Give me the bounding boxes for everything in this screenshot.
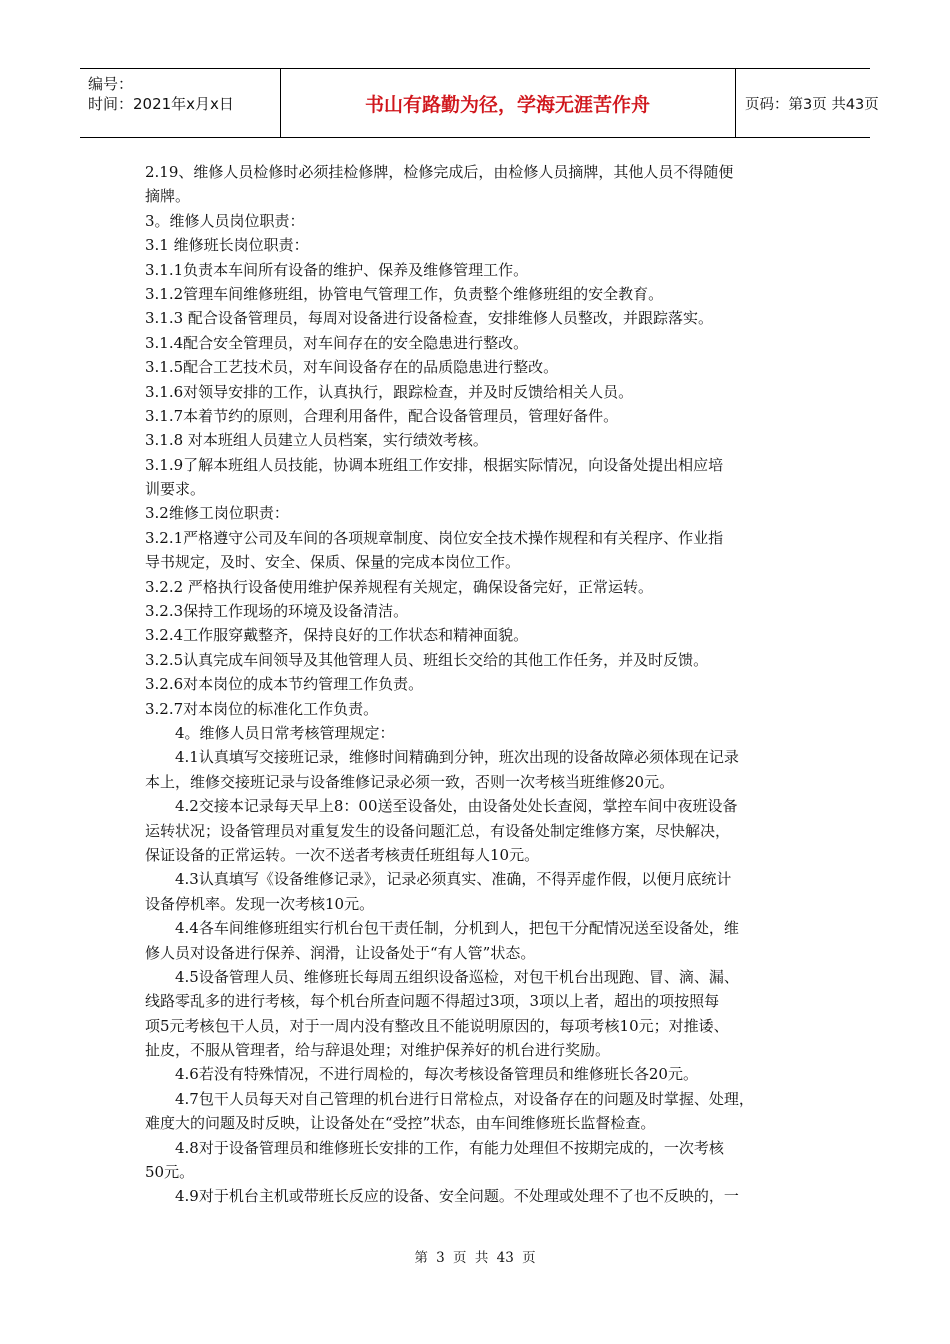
subsection-heading: 3.2维修工岗位职责： [145, 504, 289, 523]
section-heading: 4。维修人员日常考核管理规定： [175, 723, 395, 742]
text-line: 难度大的问题及时反映，让设备处在“受控”状态，由车间维修班长监督检查。 [145, 1114, 656, 1133]
subsection-heading: 3.1 维修班长岗位职责： [145, 236, 309, 255]
document-number-label: 编号： [88, 75, 134, 93]
text-line: 本上，维修交接班记录与设备维修记录必须一致，否则一次考核当班维修20元。 [145, 772, 675, 791]
header-motto: 书山有路勤为径，学海无涯苦作舟 [280, 69, 736, 137]
text-line: 3.2.1严格遵守公司及车间的各项规章制度、岗位安全技术操作规程和有关程序、作业指 [145, 528, 724, 547]
text-line: 2.19、维修人员检修时必须挂检修牌，检修完成后，由检修人员摘牌，其他人员不得随便 [145, 163, 734, 181]
text-line: 修人员对设备进行保养、润滑，让设备处于“有人管”状态。 [145, 943, 536, 962]
text-line: 4.3认真填写《设备维修记录》，记录必须真实、准确，不得弄虚作假，以便月底统计 [175, 870, 732, 889]
section-heading: 3。维修人员岗位职责： [145, 211, 305, 230]
text-line: 3.1.2管理车间维修班组，协管电气管理工作，负责整个维修班组的安全教育。 [145, 284, 664, 303]
text-line: 3.2.4工作服穿戴整齐，保持良好的工作状态和精神面貌。 [145, 626, 529, 645]
text-line: 3.1.5配合工艺技术员，对车间设备存在的品质隐患进行整改。 [145, 358, 559, 377]
text-line: 运转状况；设备管理员对重复发生的设备问题汇总，有设备处制定维修方案，尽快解决， [145, 821, 731, 840]
text-line: 4.2交接本记录每天早上8：00送至设备处，由设备处处长查阅，掌控车间中夜班设备 [175, 797, 738, 816]
document-time-label: 时间：2021年x月x日 [88, 95, 234, 113]
text-line: 4.8对于设备管理员和维修班长安排的工作，有能力处理但不按期完成的，一次考核 [175, 1138, 724, 1157]
text-line: 3.1.6对领导安排的工作，认真执行，跟踪检查，并及时反馈给相关人员。 [145, 382, 634, 401]
text-line: 扯皮，不服从管理者，给与辞退处理；对维护保养好的机台进行奖励。 [145, 1041, 611, 1060]
text-line: 3.1.3 配合设备管理员，每周对设备进行设备检查，安排维修人员整改，并跟踪落实。 [145, 309, 713, 328]
text-line: 4.1认真填写交接班记录，维修时间精确到分钟，班次出现的设备故障必须体现在记录 [175, 748, 739, 767]
document-body [145, 160, 810, 1209]
text-line: 设备停机率。发现一次考核10元。 [145, 894, 375, 913]
text-line: 训要求。 [145, 480, 206, 499]
text-line: 3.1.7本着节约的原则，合理利用备件，配合设备管理员，管理好备件。 [145, 406, 619, 425]
text-line: 3.1.9了解本班组人员技能，协调本班组工作安排，根据实际情况，向设备处提出相应培 [145, 455, 724, 474]
text-line: 4.5设备管理人员、维修班长每周五组织设备巡检，对包干机台出现跑、冒、滴、漏、 [175, 967, 739, 986]
text-line: 3.1.4配合安全管理员，对车间存在的安全隐患进行整改。 [145, 333, 529, 352]
text-line: 4.4各车间维修班组实行机台包干责任制，分机到人，把包干分配情况送至设备处，维 [175, 919, 739, 938]
text-line: 3.2.2 严格执行设备使用维护保养规程有关规定，确保设备完好，正常运转。 [145, 577, 653, 596]
text-line: 50元。 [145, 1163, 195, 1182]
header-page-code: 页码：第3页 共43页 [745, 96, 879, 113]
text-line: 保证设备的正常运转。一次不送者考核责任班组每人10元。 [145, 845, 540, 864]
text-line: 3.1.1负责本车间所有设备的维护、保养及维修管理工作。 [145, 260, 529, 279]
text-line: 项5元考核包干人员，对于一周内没有整改且不能说明原因的，每项考核10元；对推诿、 [145, 1016, 729, 1035]
page-footer: 第 3 页 共 43 页 [414, 1250, 536, 1266]
text-line: 导书规定，及时、安全、保质、保量的完成本岗位工作。 [145, 553, 521, 572]
text-line: 3.1.8 对本班组人员建立人员档案，实行绩效考核。 [145, 431, 488, 450]
text-line: 3.2.5认真完成车间领导及其他管理人员、班组长交给的其他工作任务，并及时反馈。 [145, 650, 709, 669]
text-line: 线路零乱多的进行考核，每个机台所查问题不得超过3项，3项以上者，超出的项按照每 [145, 992, 720, 1011]
text-line: 摘牌。 [145, 187, 191, 206]
page-header [80, 68, 879, 138]
text-line: 4.7包干人员每天对自己管理的机台进行日常检点，对设备存在的问题及时掌握、处理， [175, 1089, 754, 1108]
text-line: 3.2.6对本岗位的成本节约管理工作负责。 [145, 675, 424, 694]
header-left-cell [80, 69, 281, 137]
text-line: 3.2.3保持工作现场的环境及设备清洁。 [145, 602, 409, 621]
text-line: 3.2.7对本岗位的标准化工作负责。 [145, 699, 379, 718]
text-line: 4.6若没有特殊情况，不进行周检的，每次考核设备管理员和维修班长各20元。 [175, 1065, 698, 1084]
text-line: 4.9对于机台主机或带班长反应的设备、安全问题。不处理或处理不了也不反映的，一 [175, 1187, 739, 1206]
